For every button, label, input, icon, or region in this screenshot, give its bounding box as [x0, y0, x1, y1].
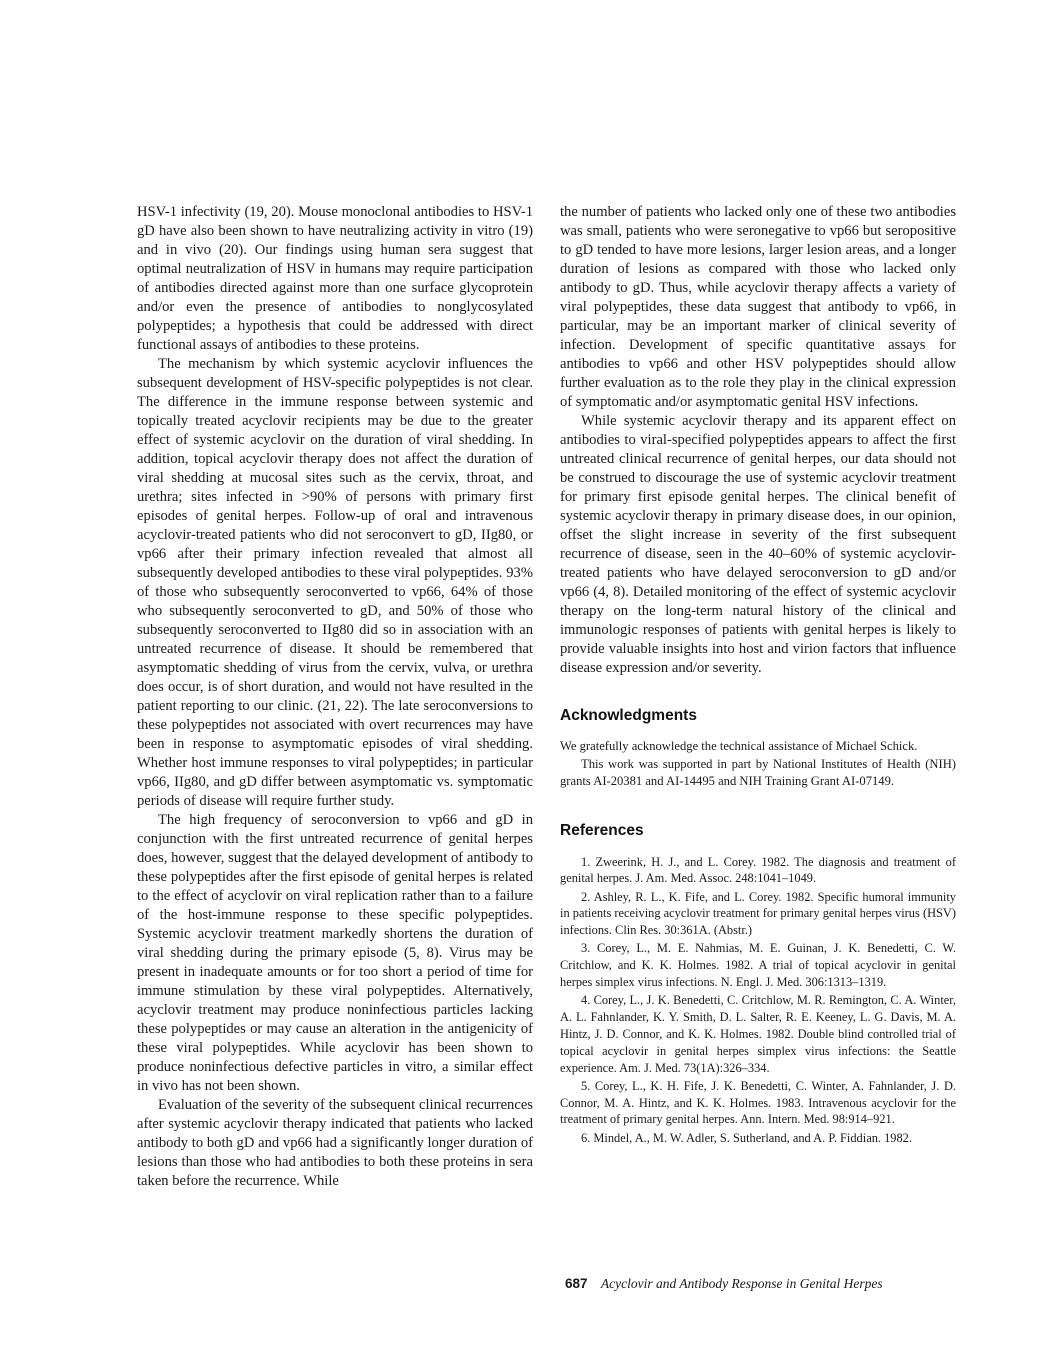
paragraph: HSV-1 infectivity (19, 20). Mouse monoclonal antibodies to HSV-1 gD have also been shown to have neutralizing activity in vitro (19) and in vivo (20). Our findings using human sera suggest that optimal neutralization of HSV in humans may require participation of antibodies directed against more than one surface glycoprotein and/or even the presence of antibodies to nonglycosylated polypeptides; a hypothesis that could be addressed with direct functional assays of antibodies to these proteins.	[137, 204, 533, 353]
reference-item: 5. Corey, L., K. H. Fife, J. K. Benedetti, C. Winter, A. Fahnlander, J. D. Connor, M. A. Hintz, and K. K. Holmes. 1983. Intravenous acyclovir for the treatment of primary genital herpes. Ann. Intern. Med. 98:914–921.	[560, 1078, 956, 1127]
reference-list	[560, 854, 956, 1147]
page-footer	[565, 1276, 883, 1292]
acknowledgments-text: We gratefully acknowledge the technical assistance of Michael Schick.	[560, 739, 918, 753]
acknowledgments-heading: Acknowledgments	[560, 707, 697, 724]
reference-item: 6. Mindel, A., M. W. Adler, S. Sutherland, and A. P. Fiddian. 1982.	[581, 1130, 912, 1145]
running-title: Acyclovir and Antibody Response in Genital Herpes	[600, 1276, 883, 1291]
paragraph: The mechanism by which systemic acyclovir influences the subsequent development of HSV-specific polypeptides is not clear. The difference in the immune response between systemic and topically treated acyclovir recipients may be due to the greater effect of systemic acyclovir on the duration of viral shedding. In addition, topical acyclovir therapy does not affect the duration of viral shedding at mucosal sites such as the cervix, throat, and urethra; sites infected in >90% of persons with primary first episodes of genital herpes. Follow-up of oral and intravenous acyclovir-treated patients who did not seroconvert to gD, IIg80, or vp66 after their primary infection revealed that almost all subsequently developed antibodies to these viral polypeptides. 93% of those who subsequently seroconverted to vp66, 64% of those who subsequently seroconverted to gD, and 50% of those who subsequently seroconverted to IIg80 did so in association with an untreated recurrence of disease. It should be remembered that asymptomatic shedding of virus from the cervix, vulva, or urethra does occur, is of short duration, and would not have resulted in the patient reporting to our clinic. (21, 22). The late seroconversions to these polypeptides not associated with overt recurrences may have been in response to asymptomatic episodes of viral shedding. Whether host immune responses to viral polypeptides; in particular vp66, IIg80, and gD differ between asymptomatic vs. symptomatic periods of disease will require further study.	[137, 356, 533, 809]
funding-text: This work was supported in part by National Institutes of Health (NIH) grants AI-20381 and AI-14495 and NIH Training Grant AI-07149.	[560, 756, 956, 788]
reference-item: 3. Corey, L., M. E. Nahmias, M. E. Guinan, J. K. Benedetti, C. W. Critchlow, and K. K. Holmes. 1982. A trial of topical acyclovir in genital herpes simplex virus infections. N. Engl. J. Med. 306:1313–1319.	[560, 941, 956, 990]
reference-item: 2. Ashley, R. L., K. Fife, and L. Corey. 1982. Specific humoral immunity in patients receiving acyclovir treatment for primary genital herpes virus (HSV) infections. Clin Res. 30:361A. (Abstr.)	[560, 889, 956, 938]
right-column	[560, 203, 956, 1148]
references-heading: References	[560, 821, 644, 839]
paragraph: The high frequency of seroconversion to vp66 and gD in conjunction with the first untreated recurrence of genital herpes does, however, suggest that the delayed development of antibody to these polypeptides after the first episode of genital herpes is related to the effect of acyclovir on viral replication rather than to a failure of the host-immune response to these specific polypeptides. Systemic acyclovir treatment markedly shortens the duration of viral shedding during the primary episode (5, 8). Virus may be present in inadequate amounts or for too short a period of time for immune stimulation by these viral polypeptides. Alternatively, acyclovir treatment may produce noninfectious particles lacking these polypeptides or may cause an alteration in the antigenicity of these viral polypeptides. While acyclovir has been shown to produce noninfectious defective particles in vitro, a similar effect in vivo has not been shown.	[137, 812, 533, 1094]
paragraph: While systemic acyclovir therapy and its apparent effect on antibodies to viral-specified polypeptides appears to affect the first untreated clinical recurrence of genital herpes, our data should not be construed to discourage the use of systemic acyclovir treatment for primary first episode genital herpes. The clinical benefit of systemic acyclovir therapy in primary disease does, in our opinion, offset the slight increase in severity of the first subsequent recurrence of disease, seen in the 40–60% of systemic acyclovir-treated patients who have delayed seroconversion to gD and/or vp66 (4, 8). Detailed monitoring of the effect of systemic acyclovir therapy on the long-term natural history of the clinical and immunologic responses of patients with genital herpes is likely to provide valuable insights into host and virion factors that influence disease expression and/or severity.	[560, 413, 956, 676]
paragraph: the number of patients who lacked only one of these two antibodies was small, patients who were seronegative to vp66 but seropositive to gD tended to have more lesions, larger lesion areas, and a longer duration of lesions as compared with those who lacked only antibody to gD. Thus, while acyclovir therapy affects a variety of viral polypeptides, these data suggest that antibody to vp66, in particular, may be an important marker of clinical severity of infection. Development of specific quantitative assays for antibodies to vp66 and other HSV polypeptides should allow further evaluation as to the role they play in the clinical expression of symptomatic and/or asymptomatic genital HSV infections.	[560, 204, 956, 410]
reference-item: 4. Corey, L., J. K. Benedetti, C. Critchlow, M. R. Remington, C. A. Winter, A. L. Fahnlander, K. Y. Smith, D. L. Salter, R. E. Keeney, L. G. Davis, M. A. Hintz, J. D. Connor, and K. K. Holmes. 1982. Double blind controlled trial of topical acyclovir in genital herpes simplex virus infections: the Seattle experience. Am. J. Med. 73(1A):326–334.	[560, 993, 956, 1075]
left-column	[137, 203, 533, 1191]
paragraph: Evaluation of the severity of the subsequent clinical recurrences after systemic acyclovir therapy indicated that patients who lacked antibody to both gD and vp66 had a significantly longer duration of lesions than those who had antibodies to both these proteins in sera taken before the recurrence. While	[137, 1097, 533, 1189]
reference-item: 1. Zweerink, H. J., and L. Corey. 1982. The diagnosis and treatment of genital herpes. J. Am. Med. Assoc. 248:1041–1049.	[560, 854, 956, 886]
page-number: 687	[565, 1276, 588, 1291]
